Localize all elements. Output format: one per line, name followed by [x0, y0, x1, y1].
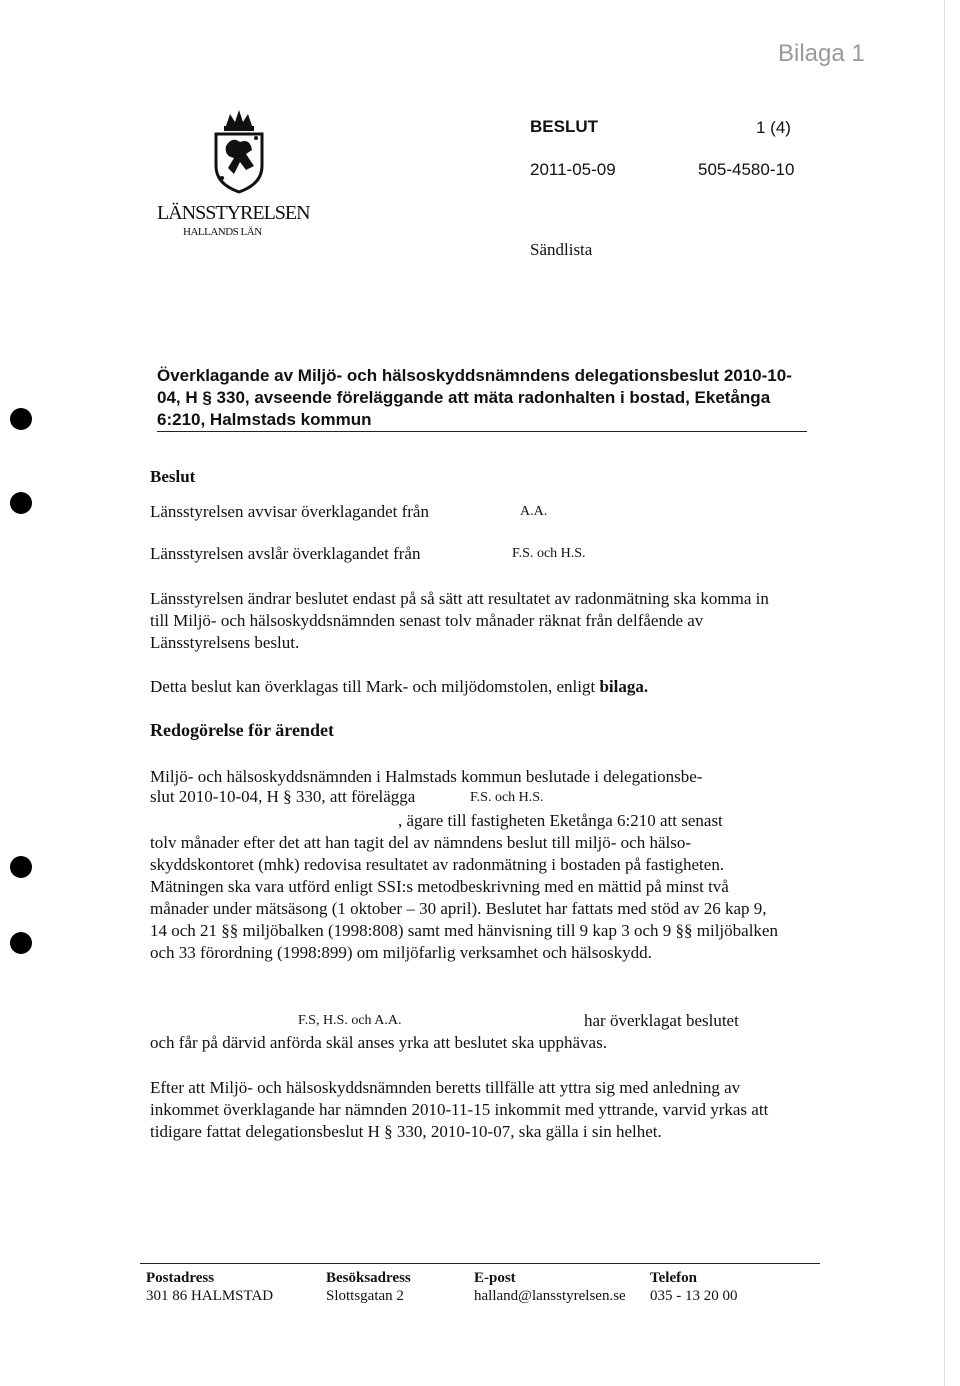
footer-postal-value: 301 86 HALMSTAD [146, 1288, 274, 1304]
appeal-claim: och får på därvid anförda skäl anses yrka att beslutet ska upphävas. [150, 1033, 607, 1052]
footer-divider [140, 1263, 820, 1264]
document-type: BESLUT [530, 117, 598, 136]
appeal-attachment-ref: bilaga. [599, 677, 649, 696]
footer-phone-value: 035 - 13 20 00 [650, 1288, 738, 1304]
attachment-stamp: Bilaga 1 [778, 40, 865, 67]
footer-phone-label: Telefon [650, 1270, 697, 1286]
document-reference: 505-4580-10 [698, 160, 795, 179]
report-first-line: , ägare till fastigheten Eketånga 6:210 att senast [398, 811, 723, 830]
committee-response-paragraph: Efter att Miljö- och hälsoskyddsnämnden beretts tillfälle att yttra sig med anledning av inkommet överklagande har nämnden 2010-11-15 inkommit med yttrande, varvid yrkas att tidigare fattat delegationsbeslut H § 330, 2010-10-07, ska gälla i sin helhet. [150, 1078, 769, 1141]
punch-hole [10, 932, 32, 954]
footer-email-value: halland@lansstyrelsen.se [474, 1288, 626, 1304]
report-heading: Redogörelse för ärendet [150, 720, 334, 740]
rejected-appellants: F.S. och H.S. [512, 546, 586, 561]
punch-hole [10, 492, 32, 514]
punch-hole [10, 856, 32, 878]
dismissed-appellant: A.A. [520, 504, 548, 519]
organization-county: HALLANDS LÄN [183, 226, 262, 238]
distribution-list: Sändlista [530, 240, 593, 259]
punch-hole [10, 408, 32, 430]
coat-of-arms-icon [210, 108, 268, 194]
report-paragraph [150, 810, 780, 964]
report-line-2: slut 2010-10-04, H § 330, att förelägga [150, 787, 416, 806]
subject-heading: Överklagande av Miljö- och hälsoskyddsnämndens delegationsbeslut 2010-10-04, H § 330, avseende föreläggande att mäta radonhalten i bostad, Eketånga 6:210, Halmstads kommun [157, 366, 792, 429]
decision-dismissal: Länsstyrelsen avvisar överklagandet från [150, 502, 429, 521]
decision-heading: Beslut [150, 467, 196, 486]
document-date: 2011-05-09 [530, 160, 616, 179]
page-number: 1 (4) [756, 118, 791, 137]
footer-postal-label: Postadress [146, 1270, 215, 1286]
report-addressees: F.S. och H.S. [470, 790, 544, 805]
decision-rejection: Länsstyrelsen avslår överklagandet från [150, 544, 421, 563]
appeal-statement: har överklagat beslutet [584, 1011, 739, 1030]
footer-email-label: E-post [474, 1270, 516, 1286]
appeal-text: Detta beslut kan överklagas till Mark- och miljödomstolen, enligt [150, 677, 600, 696]
decision-amendment-paragraph: Länsstyrelsen ändrar beslutet endast på så sätt att resultatet av radonmätning ska komma in till Miljö- och hälsoskyddsnämnden senast tolv månader räknat från delfående av Länsstyrelsens beslut. [150, 589, 769, 652]
footer-visit-value: Slottsgatan 2 [326, 1288, 404, 1304]
subject-underline [157, 431, 807, 432]
footer-visit-label: Besöksadress [326, 1270, 411, 1286]
page-edge [944, 0, 945, 1386]
organization-name: LÄNSSTYRELSEN [157, 202, 310, 224]
appeal-instructions [150, 676, 780, 698]
appellants-names: F.S, H.S. och A.A. [298, 1013, 402, 1028]
report-body: tolv månader efter det att han tagit del av nämndens beslut till miljö- och hälsoskyddskontoret (mhk) redovisa resultatet av radonmätning i bostaden på fastigheten. Mätningen ska vara utförd enligt SSI:s metodbeskrivning med en mättid på minst två månader under mätsäsong (1 oktober – 30 april). Beslutet har fattats med stöd av 26 kap 9, 14 och 21 §§ miljöbalken (1998:808) samt med hänvisning till 9 kap 3 och 9 §§ miljöbalken och 33 förordning (1998:899) om miljöfarlig verksamhet och hälsoskydd. [150, 833, 778, 962]
report-line-1: Miljö- och hälsoskyddsnämnden i Halmstads kommun beslutade i delegationsbe- [150, 767, 703, 786]
